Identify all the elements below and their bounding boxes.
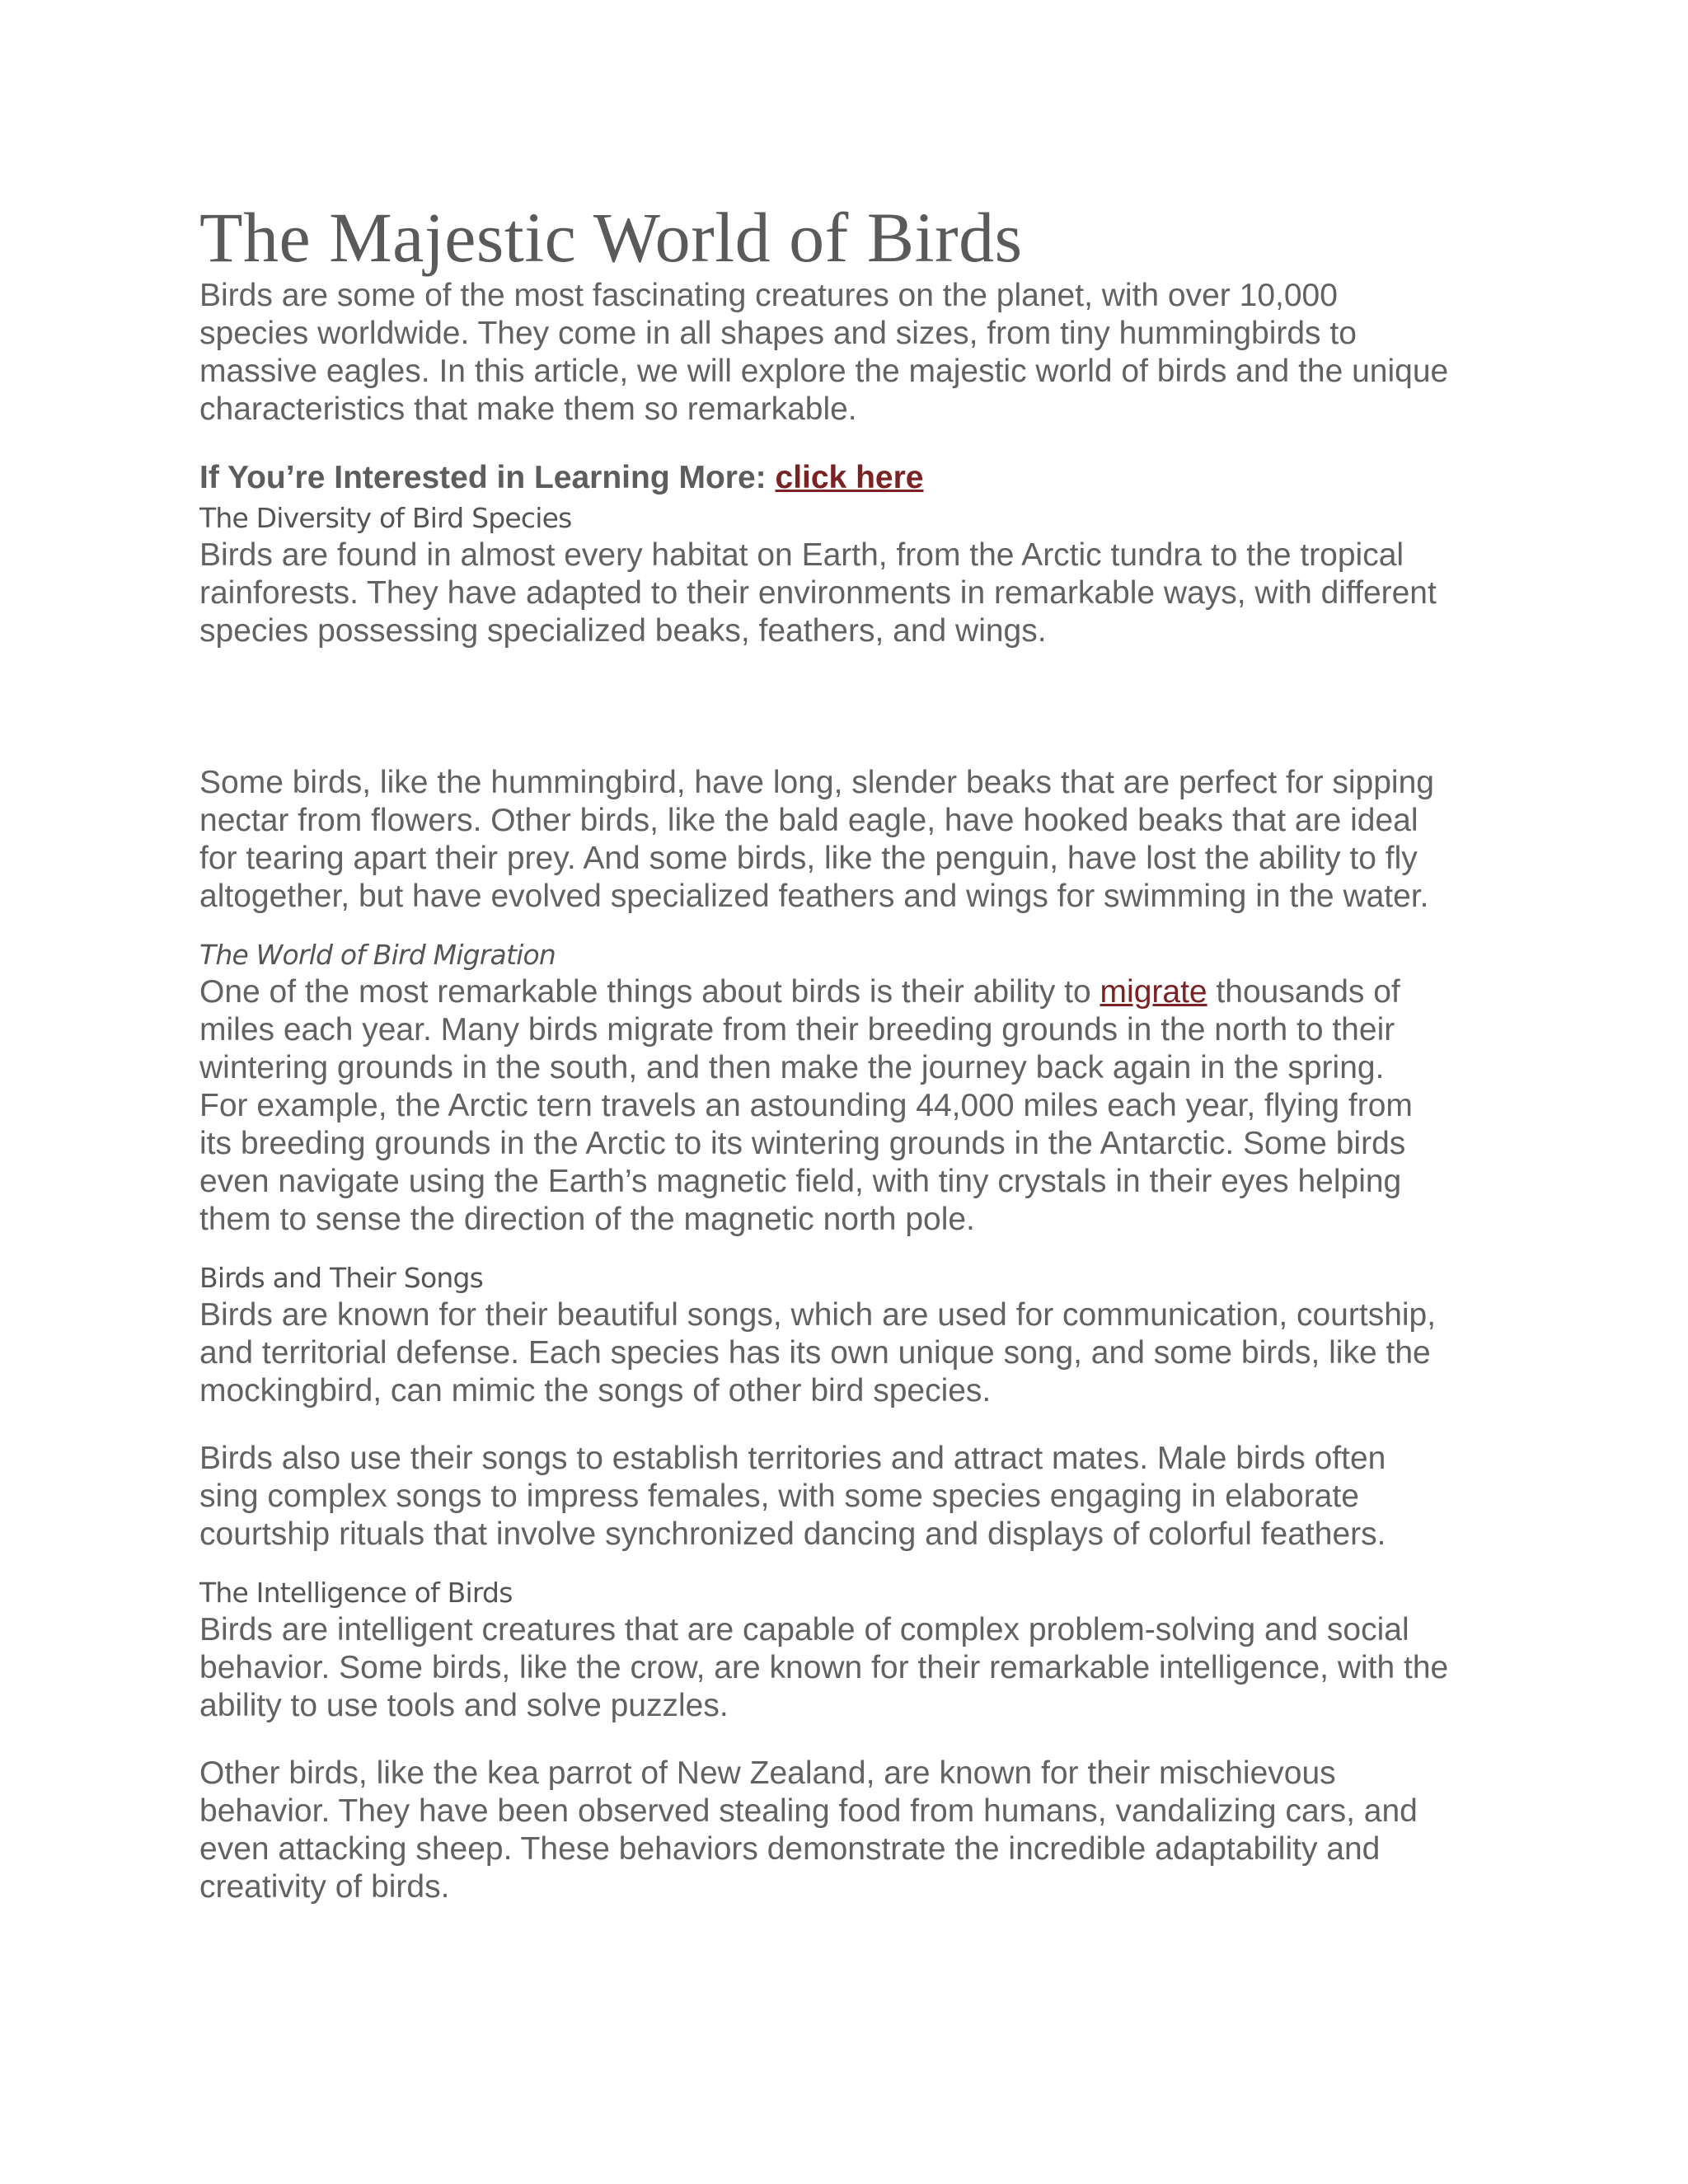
migrate-link[interactable]: migrate <box>1100 974 1207 1010</box>
article <box>199 198 1518 1906</box>
page-title: The Majestic World of Birds <box>199 198 1023 277</box>
songs-paragraph-2: Birds also use their songs to establish territories and attract mates. Male birds often sing complex songs to impress females, with some species engaging in elaborate courtship rituals that involve synchronized dancing and displays of colorful feathers. <box>199 1441 1386 1552</box>
migration-text-before: One of the most remarkable things about birds is their ability to <box>199 974 1100 1010</box>
songs-paragraph-1: Birds are known for their beautiful songs, which are used for communication, courtship, and territorial defense. Each species has its own unique song, and some birds, like the mockingbird, can mimic the songs of other bird species. <box>199 1297 1437 1408</box>
intelligence-paragraph-2: Other birds, like the kea parrot of New Zealand, are known for their mischievous behavior. They have been observed stealing food from humans, vandalizing cars, and even attacking sheep. These behaviors demonstrate the incredible adaptability and creativity of birds. <box>199 1755 1418 1905</box>
learn-more-line <box>199 459 1518 497</box>
diversity-paragraph-2: Some birds, like the hummingbird, have long, slender beaks that are perfect for sipping nectar from flowers. Other birds, like the bald eagle, have hooked beaks that are ideal for tearing apart their prey. And some birds, like the penguin, have lost the ability to fly altogether, but have evolved specialized feathers and wings for swimming in the water. <box>199 765 1434 914</box>
heading-intelligence: The Intelligence of Birds <box>199 1577 513 1609</box>
migration-paragraph <box>199 973 1518 1239</box>
heading-songs: Birds and Their Songs <box>199 1262 483 1294</box>
migration-text-after: thousands of miles each year. Many birds migrate from their breeding grounds in the north to their wintering grounds in the south, and then make the journey back again in the spring. For example, the Arctic tern travels an astounding 44,000 miles each year, flying from its breeding grounds in the Arctic to its wintering grounds in the Antarctic. Some birds even navigate using the Earth’s magnetic field, with tiny crystals in their eyes helping them to sense the direction of the magnetic north pole. <box>199 974 1413 1237</box>
diversity-paragraph-1: Birds are found in almost every habitat on Earth, from the Arctic tundra to the tropical rainforests. They have adapted to their environments in remarkable ways, with different species possessing specialized beaks, feathers, and wings. <box>199 537 1437 649</box>
intro-paragraph: Birds are some of the most fascinating creatures on the planet, with over 10,000 species worldwide. They come in all shapes and sizes, from tiny hummingbirds to massive eagles. In this article, we will explore the majestic world of birds and the unique characteristics that make them so remarkable. <box>199 278 1449 427</box>
learn-more-label: If You’re Interested in Learning More: <box>199 460 776 495</box>
heading-migration: The World of Bird Migration <box>199 939 556 971</box>
click-here-link[interactable]: click here <box>775 460 924 495</box>
heading-diversity: The Diversity of Bird Species <box>199 502 572 534</box>
intelligence-paragraph-1: Birds are intelligent creatures that are capable of complex problem-solving and social behavior. Some birds, like the crow, are known for their remarkable intelligence, with the ability to use tools and solve puzzles. <box>199 1612 1449 1723</box>
